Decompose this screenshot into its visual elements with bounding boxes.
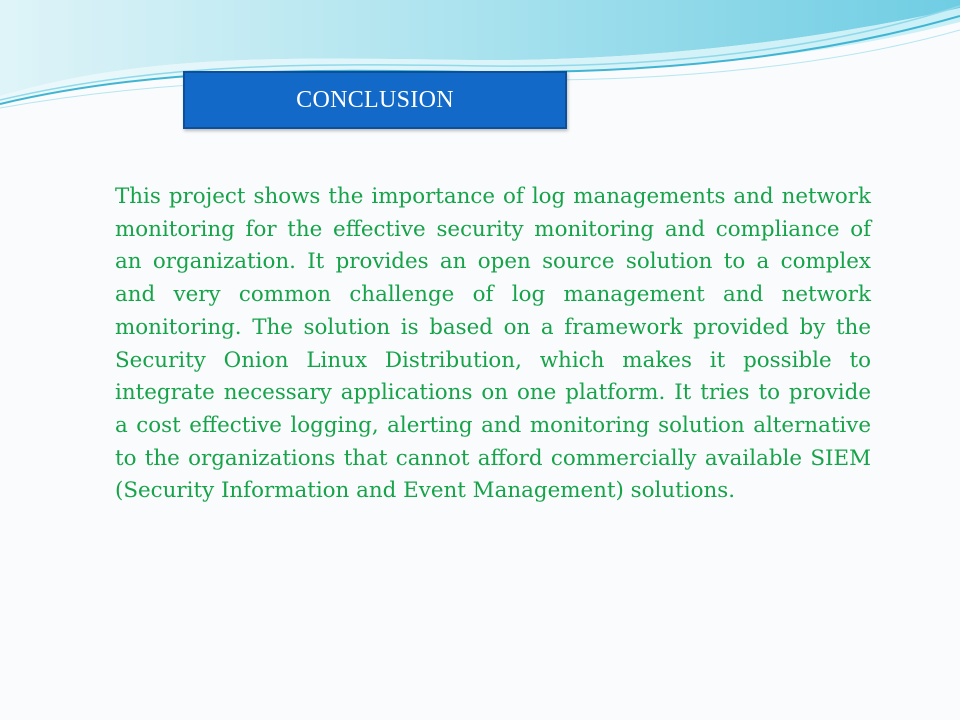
body-paragraph: This project shows the importance of log managements and network monitoring for the effective security monitoring and compliance of an organization. It provides an open source solution to a complex and very common challenge of log management and network monitoring. The solution is based on a framework provided by the Security Onion Linux Distribution, which makes it possible to integrate necessary applications on one platform. It tries to provide a cost effective logging, alerting and monitoring solution alternative to the organizations that cannot afford commercially available SIEM (Security Information and Event Management) solutions. — [115, 184, 871, 504]
title-box — [183, 71, 567, 129]
slide-title: CONCLUSION — [296, 86, 454, 113]
